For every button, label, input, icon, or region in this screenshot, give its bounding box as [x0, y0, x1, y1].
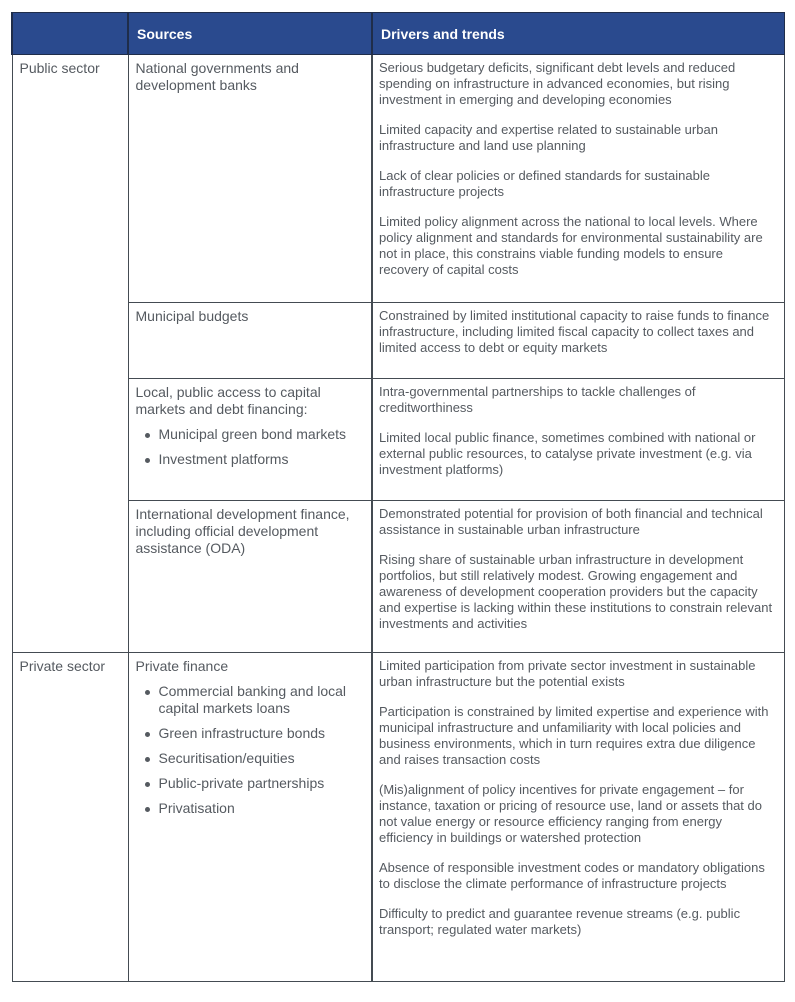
source-cell	[128, 303, 372, 379]
list-item	[145, 800, 365, 817]
driver-text: Intra-governmental partnerships to tackle challenges of creditworthiness	[379, 384, 696, 415]
table-body	[12, 55, 784, 982]
driver-text: (Mis)alignment of policy incentives for private engagement – for instance, taxation or pricing of resource use, land or assets that do not value energy or resource efficiency ranging from energy efficiency in buildings or watershed protection	[379, 782, 762, 845]
source-bullet-list	[136, 426, 365, 468]
table-header-row	[12, 13, 784, 55]
bullet-text: Privatisation	[158, 800, 235, 816]
source-label: Local, public access to capital markets and debt financing:	[135, 384, 321, 417]
list-item	[145, 683, 365, 717]
drivers-cell	[372, 653, 784, 982]
header-sector	[12, 13, 128, 55]
driver-text: Absence of responsible investment codes or mandatory obligations to disclose the climate performance of infrastructure projects	[379, 860, 765, 891]
driver-text: Serious budgetary deficits, significant debt levels and reduced spending on infrastructure in advanced economies, but rising investment in emerging and developing economies	[379, 60, 736, 107]
bullet-icon	[145, 433, 150, 438]
source-label: Private finance	[135, 658, 229, 674]
list-item	[145, 725, 365, 742]
bullet-icon	[145, 732, 150, 737]
source-label: National governments and development banks	[135, 60, 299, 93]
bullet-icon	[145, 458, 150, 463]
source-bullet-list	[136, 683, 365, 817]
source-label: Municipal budgets	[135, 308, 249, 324]
driver-text: Difficulty to predict and guarantee revenue streams (e.g. public transport; regulated water markets)	[379, 906, 741, 937]
bullet-icon	[145, 757, 150, 762]
driver-text: Limited local public finance, sometimes combined with national or external public resources, to catalyse private investment (e.g. via investment platforms)	[379, 430, 756, 477]
list-item	[145, 426, 365, 443]
source-cell	[128, 653, 372, 982]
source-label: International development finance, including official development assistance (ODA)	[135, 506, 350, 556]
driver-text: Demonstrated potential for provision of both financial and technical assistance in sustainable urban infrastructure	[379, 506, 763, 537]
header-sources: Sources	[128, 13, 372, 55]
bullet-text: Commercial banking and local capital markets loans	[158, 683, 347, 716]
source-cell	[128, 379, 372, 501]
bullet-text: Municipal green bond markets	[158, 426, 347, 442]
bullet-text: Public-private partnerships	[158, 775, 325, 791]
list-item	[145, 750, 365, 767]
table-row	[12, 653, 784, 982]
bullet-icon	[145, 782, 150, 787]
drivers-cell	[372, 303, 784, 379]
driver-text: Lack of clear policies or defined standards for sustainable infrastructure projects	[379, 168, 710, 199]
finance-sources-table	[11, 12, 785, 982]
drivers-cell	[372, 379, 784, 501]
list-item	[145, 451, 365, 468]
bullet-icon	[145, 690, 150, 695]
table-row	[12, 303, 784, 379]
table-row	[12, 501, 784, 653]
sector-label: Private sector	[19, 658, 106, 674]
bullet-icon	[145, 807, 150, 812]
bullet-text: Investment platforms	[158, 451, 289, 467]
sector-cell	[12, 55, 128, 653]
driver-text: Constrained by limited institutional capacity to raise funds to finance infrastructure, including limited fiscal capacity to collect taxes and limited access to debt or equity markets	[379, 308, 770, 355]
table-row	[12, 379, 784, 501]
driver-text: Rising share of sustainable urban infrastructure in development portfolios, but still relatively modest. Growing engagement and awareness of development cooperation providers but the capacity and expertise is lacking within these institutions to constrain relevant investments and activities	[379, 552, 773, 631]
drivers-cell	[372, 501, 784, 653]
driver-text: Limited capacity and expertise related to sustainable urban infrastructure and land use planning	[379, 122, 718, 153]
bullet-text: Green infrastructure bonds	[158, 725, 326, 741]
source-cell	[128, 501, 372, 653]
table-row	[12, 55, 784, 303]
source-cell	[128, 55, 372, 303]
sector-cell	[12, 653, 128, 982]
bullet-text: Securitisation/equities	[158, 750, 295, 766]
drivers-cell	[372, 55, 784, 303]
list-item	[145, 775, 365, 792]
driver-text: Participation is constrained by limited expertise and experience with municipal infrastructure and unfamiliarity with local policies and business environments, which in turn requires extra due diligence and raises transaction costs	[379, 704, 769, 767]
driver-text: Limited policy alignment across the national to local levels. Where policy alignment and standards for environmental sustainability are not in place, this constrains viable funding models to ensure recovery of capital costs	[379, 214, 763, 277]
sector-label: Public sector	[19, 60, 100, 76]
header-drivers: Drivers and trends	[372, 13, 784, 55]
driver-text: Limited participation from private sector investment in sustainable urban infrastructure but the potential exists	[379, 658, 756, 689]
